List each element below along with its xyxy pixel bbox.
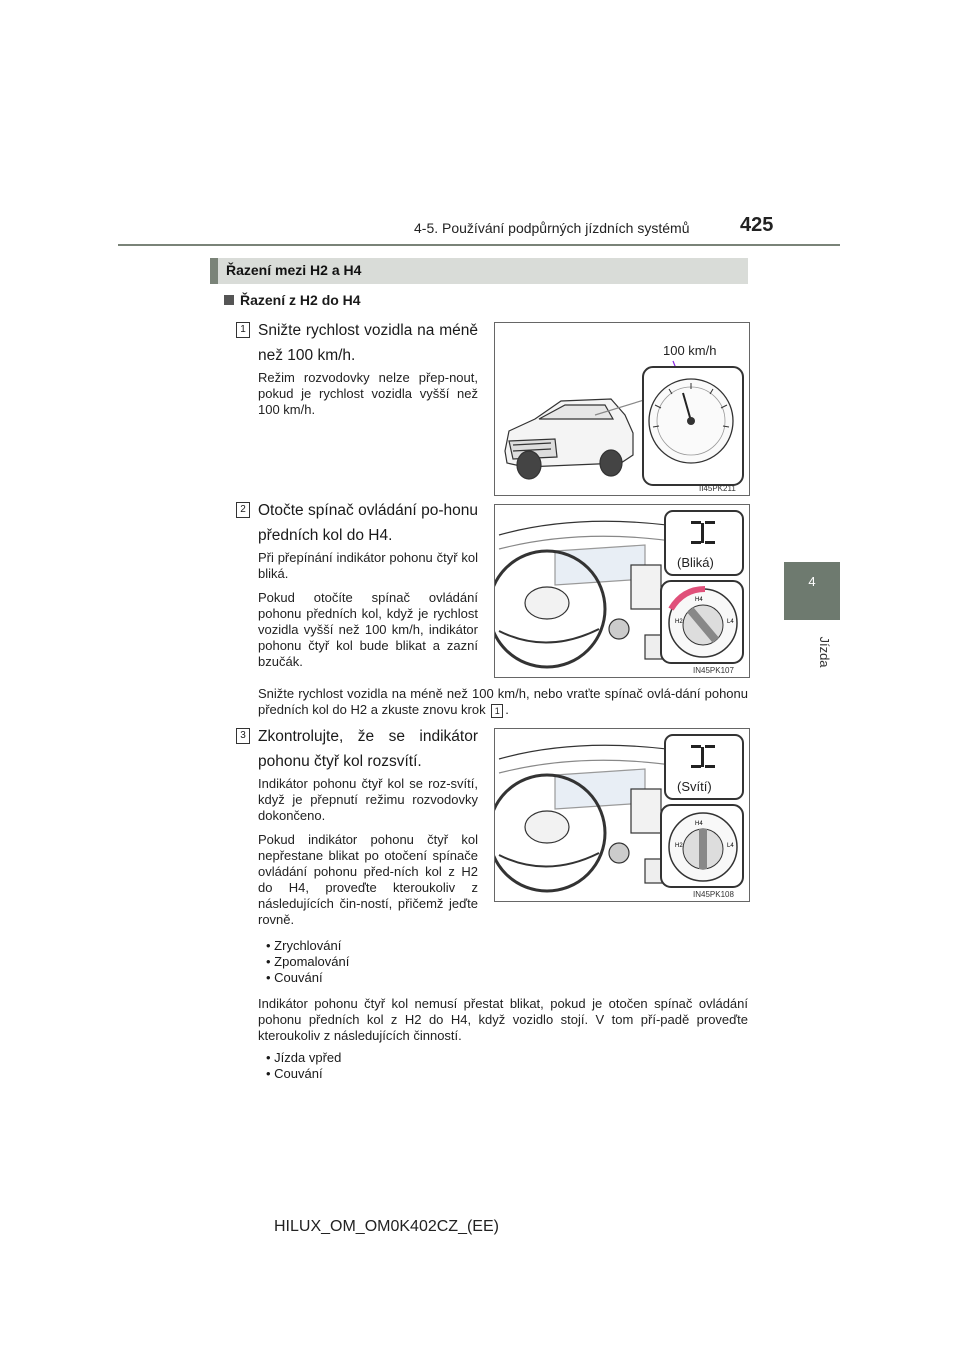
step-full-note-end: . [505, 702, 509, 717]
step-note: Indikátor pohonu čtyř kol se roz-svítí, když je přepnutí režimu rozvodovky dokončeno. [258, 776, 478, 823]
subheading-text: Řazení z H2 do H4 [240, 292, 361, 308]
step-note: Při přepínání indikátor pohonu čtyř kol bliká. [258, 550, 478, 581]
chapter-tab [784, 562, 840, 620]
figure-switch-lit [494, 728, 750, 902]
footer-code: HILUX_OM_OM0K402CZ_(EE) [274, 1218, 499, 1235]
running-header-section: 4-5. Používání podpůrných jízdních systémů [414, 220, 690, 236]
figure-switch-blink [494, 504, 750, 678]
step-note: Pokud indikátor pohonu čtyř kol nepřestane blikat po otočení spínače ovládání pohonu před-ních kol z H2 do H4, proveďte kteroukoliv z následujících čin-ností, přičemž jeďte rovně. [258, 832, 478, 927]
step-bullet-list [266, 938, 349, 986]
switch-label-h4: H4 [695, 821, 703, 827]
figure-code: IN45PK107 [693, 666, 734, 675]
square-bullet-icon [224, 295, 234, 305]
page-number: 425 [740, 214, 774, 236]
step-badge: 2 [236, 502, 250, 518]
switch-label-h4: H4 [695, 597, 703, 603]
switch-label-l4: L4 [727, 619, 734, 625]
header-rule [118, 244, 840, 246]
step-instruction: Otočte spínač ovládání po-honu předních kol do H4. [258, 502, 478, 544]
section-title-bar [210, 258, 748, 284]
chapter-number: 4 [808, 574, 816, 589]
step-instruction: Snižte rychlost vozidla na méně než 100 km/h. [258, 322, 478, 364]
speed-label: 100 km/h [663, 343, 717, 358]
step-badge: 3 [236, 728, 250, 744]
list-item: • Couvání [266, 1066, 341, 1082]
section-title: Řazení mezi H2 a H4 [226, 262, 362, 278]
step-full-note-text: Snižte rychlost vozidla na méně než 100 km/h, nebo vraťte spínač ovlá-dání pohonu předních kol do H2 a zkuste znovu krok [258, 686, 748, 717]
chapter-label: Jízda [817, 636, 832, 668]
list-item: • Jízda vpřed [266, 1050, 341, 1066]
dashboard-switch-illustration [495, 729, 749, 901]
step-full-note: Indikátor pohonu čtyř kol nemusí přestat blikat, pokud je otočen spínač ovládání pohonu předních kol z H2 do H4, když vozidlo stojí. V tom pří-padě proveďte kteroukoliv z následujících činností. [258, 996, 748, 1043]
switch-label-h2: H2 [675, 619, 683, 625]
figure-speed [494, 322, 750, 496]
step-full-note [258, 686, 748, 718]
inline-step-badge: 1 [491, 704, 503, 718]
switch-label-h2: H2 [675, 843, 683, 849]
figure-code: IN45PK108 [693, 890, 734, 899]
step-bullet-list [266, 1050, 341, 1082]
step-note: Režim rozvodovky nelze přep-nout, pokud je rychlost vozidla vyšší než 100 km/h. [258, 370, 478, 417]
dashboard-switch-illustration [495, 505, 749, 677]
indicator-state-label: (Svítí) [677, 779, 712, 794]
step-badge: 1 [236, 322, 250, 338]
switch-label-l4: L4 [727, 843, 734, 849]
truck-speedometer-illustration [495, 323, 749, 495]
list-item: • Couvání [266, 970, 349, 986]
subheading [224, 292, 361, 308]
step-note: Pokud otočíte spínač ovládání pohonu předních kol, když je rychlost vozidla vyšší než 100 km/h, indikátor pohonu čtyř kol bude blikat a zazní bzučák. [258, 590, 478, 669]
list-item: • Zrychlování [266, 938, 349, 954]
indicator-state-label: (Bliká) [677, 555, 714, 570]
step-instruction: Zkontrolujte, že se indikátor pohonu čtyř kol rozsvítí. [258, 728, 478, 770]
list-item: • Zpomalování [266, 954, 349, 970]
figure-code: II45PK211 [699, 484, 736, 493]
